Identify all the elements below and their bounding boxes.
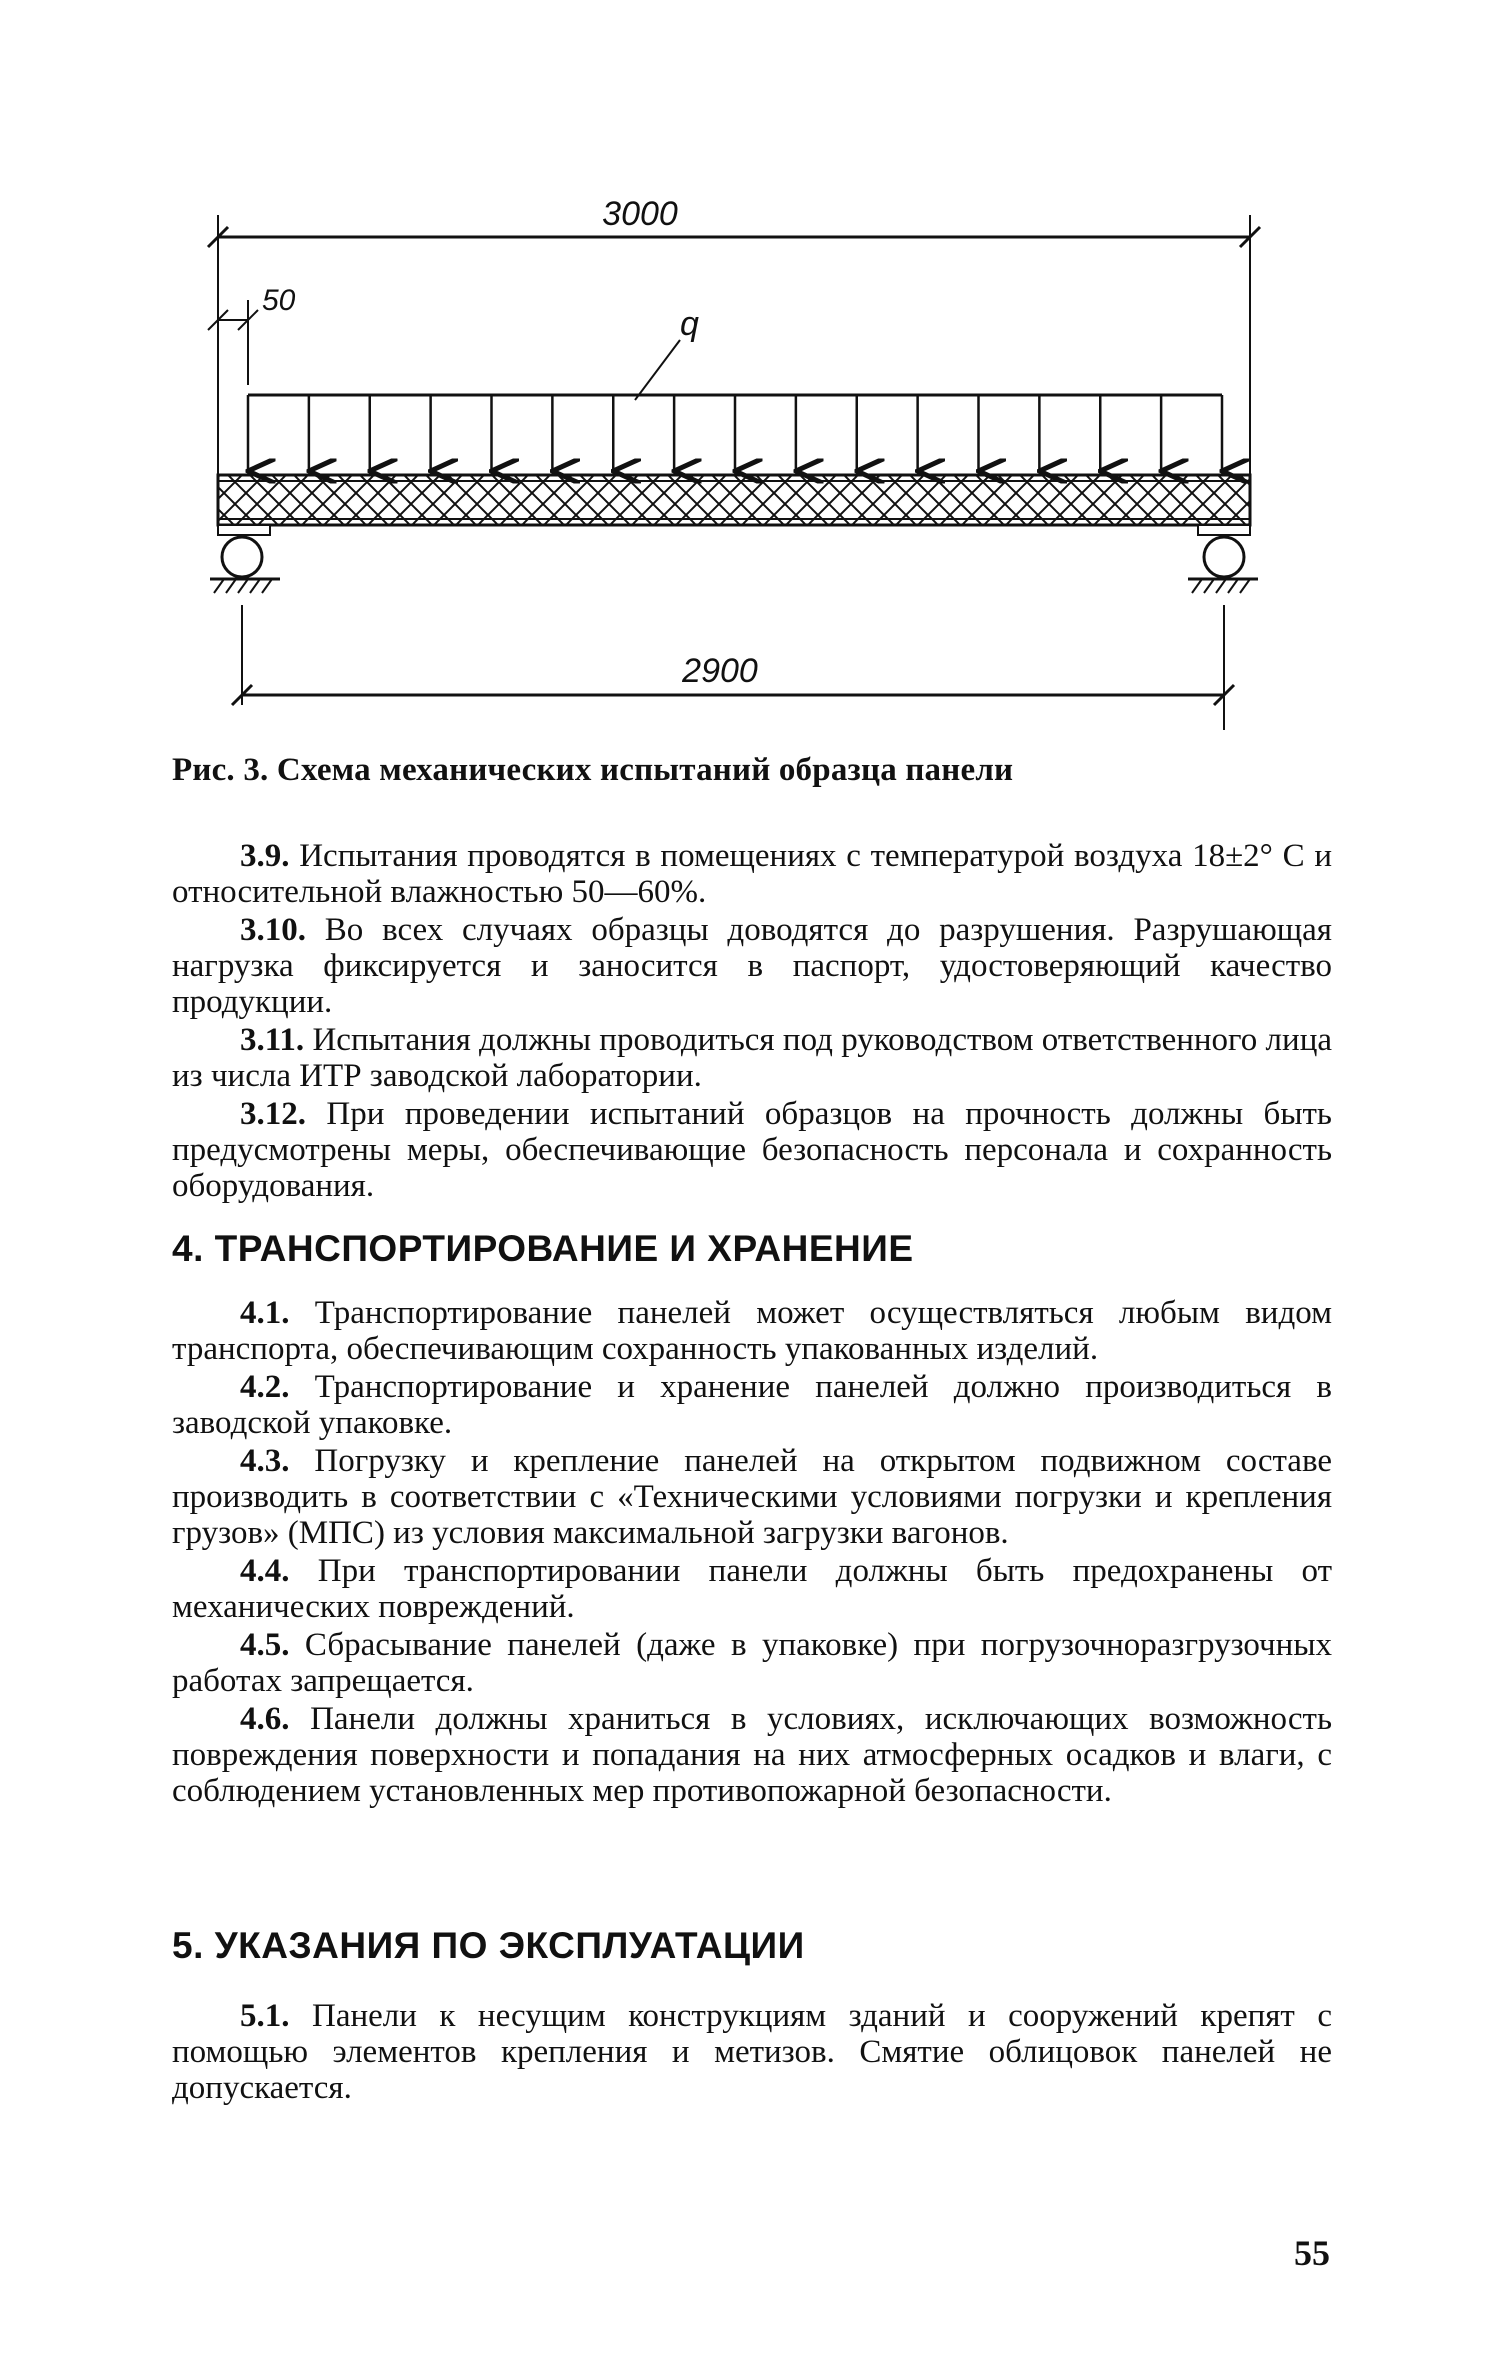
panel-sample [218,475,1250,525]
dimension-2900 [232,605,1234,730]
section-3-body [172,838,1332,1206]
section-5-body [172,1998,1332,2108]
paragraph-4-3: 4.3. Погрузку и крепление панелей на открытом подвижном составе производить в соответствии с «Техническими условиями погрузки и крепления грузов» (МПС) из условия максимальной загрузки вагонов. [172,1443,1332,1551]
paragraph-5-1: 5.1. Панели к несущим конструкциям зданий и сооружений крепят с помощью элементов крепления и метизов. Смятие облицовок панелей не допускается. [172,1998,1332,2106]
right-support [1188,525,1258,593]
paragraph-3-9: 3.9. Испытания проводятся в помещениях с температурой воздуха 18±2° С и относительной влажностью 50—60%. [172,838,1332,910]
dim-3000-label: 3000 [602,195,678,233]
figure-caption: Рис. 3. Схема механических испытаний образца панели [172,752,1014,788]
paragraph-4-4: 4.4. При транспортировании панели должны быть предохранены от механических повреждений. [172,1553,1332,1625]
page-number: 55 [1294,2233,1330,2273]
beam-test-diagram [180,185,1290,745]
dim-2900-label: 2900 [682,652,758,690]
load-q-label: q [680,305,699,343]
paragraph-4-2: 4.2. Транспортирование и хранение панелей должно производиться в заводской упаковке. [172,1369,1332,1441]
paragraph-3-11: 3.11. Испытания должны проводиться под руководством ответственного лица из числа ИТР заводской лаборатории. [172,1022,1332,1094]
paragraph-4-6: 4.6. Панели должны храниться в условиях, исключающих возможность повреждения поверхности и попадания на них атмосферных осадков и влаги, с соблюдением установленных мер противопожарной безопасности. [172,1701,1332,1809]
section-4-heading: 4. ТРАНСПОРТИРОВАНИЕ И ХРАНЕНИЕ [172,1228,914,1269]
paragraph-4-1: 4.1. Транспортирование панелей может осуществляться любым видом транспорта, обеспечивающим сохранность упакованных изделий. [172,1295,1332,1367]
section-4-body [172,1295,1332,1811]
dim-50-label: 50 [262,284,296,317]
paragraph-3-12: 3.12. При проведении испытаний образцов на прочность должны быть предусмотрены меры, обеспечивающие безопасность персонала и сохранность оборудования. [172,1096,1332,1204]
paragraph-3-10: 3.10. Во всех случаях образцы доводятся до разрушения. Разрушающая нагрузка фиксируется и заносится в паспорт, удостоверяющий качество продукции. [172,912,1332,1020]
left-support [210,525,280,593]
dimension-50 [208,284,296,385]
distributed-load [248,305,1222,471]
section-5-heading: 5. УКАЗАНИЯ ПО ЭКСПЛУАТАЦИИ [172,1925,805,1966]
paragraph-4-5: 4.5. Сбрасывание панелей (даже в упаковке) при погрузочноразгрузочных работах запрещается. [172,1627,1332,1699]
